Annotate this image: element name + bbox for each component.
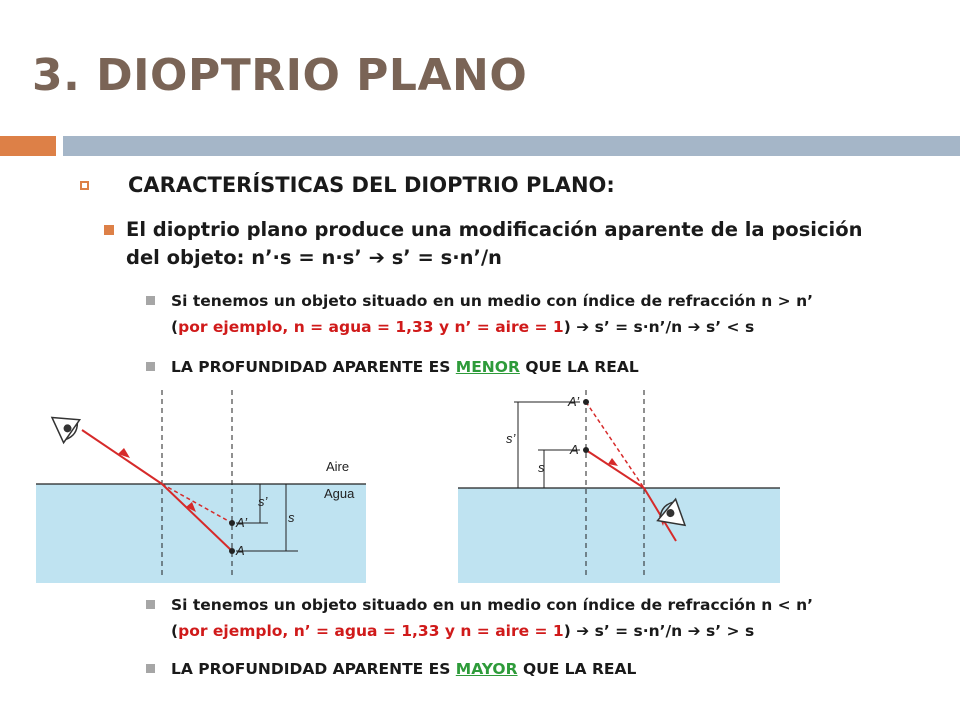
arrow-right-icon: ➔ — [687, 318, 701, 336]
case2-example: por ejemplo, n’ = agua = 1,33 y n = aire = 1 — [178, 622, 564, 640]
image-point-a-prime — [229, 520, 235, 526]
conclusion-suffix: QUE LA REAL — [522, 660, 637, 678]
formula-part-a: del objeto: n’·s = n·s’ — [126, 246, 362, 269]
square-bullet-icon — [146, 600, 155, 609]
conclusion-prefix: LA PROFUNDIDAD APARENTE ES — [171, 660, 451, 678]
water-region — [36, 484, 366, 583]
label-a-prime: A’ — [568, 394, 580, 409]
water-region — [458, 488, 780, 583]
diagram-right — [458, 388, 780, 583]
square-bullet-icon — [146, 296, 155, 305]
close-paren: ) — [563, 622, 571, 640]
conclusion-suffix: QUE LA REAL — [525, 358, 639, 376]
diagram-left — [36, 388, 366, 583]
main-bullet-line1: El dioptrio plano produce una modificación aparente de la posición — [126, 218, 863, 241]
case1-result: s’ < s — [706, 318, 755, 336]
hollow-square-bullet-icon — [80, 181, 89, 190]
case1-conclusion-text — [171, 354, 942, 380]
accent-bar-blue — [63, 136, 960, 156]
arrow-right-icon: ➔ — [576, 318, 590, 336]
arrow-right-icon: ➔ — [687, 622, 701, 640]
arrow-right-icon: ➔ — [368, 246, 385, 269]
case1-line2 — [171, 314, 942, 340]
label-a: A — [236, 543, 245, 558]
refracted-ray-air — [82, 430, 162, 484]
section-heading: CARACTERÍSTICAS DEL DIOPTRIO PLANO: — [128, 173, 615, 197]
open-paren: ( — [171, 318, 179, 336]
eye-icon — [44, 406, 83, 445]
conclusion-keyword-menor: MENOR — [455, 358, 520, 376]
accent-bar-orange — [0, 136, 56, 156]
case2-conclusion-text — [171, 656, 942, 682]
page-title: 3. DIOPTRIO PLANO — [32, 50, 528, 101]
main-bullet-line2 — [126, 244, 942, 272]
diagram-right-svg — [458, 388, 780, 583]
diagram-left-svg — [36, 388, 366, 583]
image-point-a-prime — [583, 399, 589, 405]
conclusion-keyword-mayor: MAYOR — [455, 660, 518, 678]
case2-result: s’ > s — [706, 622, 755, 640]
label-s: s — [538, 460, 545, 475]
label-a-prime: A’ — [236, 515, 248, 530]
case1-line1: Si tenemos un objeto situado en un medio con índice de refracción n > n’ — [171, 292, 813, 310]
case2-formula: s’ = s·n’/n — [594, 622, 683, 640]
case2-line1: Si tenemos un objeto situado en un medio con índice de refracción n < n’ — [171, 596, 813, 614]
label-s: s — [288, 510, 295, 525]
case1-text — [171, 288, 942, 340]
conclusion-prefix: LA PROFUNDIDAD APARENTE ES — [171, 358, 451, 376]
case2-line2 — [171, 618, 942, 644]
square-bullet-icon — [104, 225, 114, 235]
incident-ray — [586, 450, 644, 488]
case1-example: por ejemplo, n = agua = 1,33 y n’ = aire = 1 — [178, 318, 564, 336]
label-agua: Agua — [324, 486, 355, 501]
label-s-prime: s’ — [506, 431, 516, 446]
label-a: A — [570, 442, 579, 457]
case1-formula: s’ = s·n’/n — [594, 318, 683, 336]
square-bullet-icon — [146, 362, 155, 371]
close-paren: ) — [563, 318, 571, 336]
open-paren: ( — [171, 622, 179, 640]
square-bullet-icon — [146, 664, 155, 673]
object-point-a — [229, 548, 235, 554]
arrow-right-icon: ➔ — [576, 622, 590, 640]
formula-part-b: s’ = s·n’/n — [391, 246, 502, 269]
main-bullet-text — [126, 216, 942, 272]
label-s-prime: s’ — [258, 494, 268, 509]
virtual-ray — [586, 402, 644, 488]
case2-text — [171, 592, 942, 644]
label-aire: Aire — [326, 459, 350, 474]
object-point-a — [583, 447, 589, 453]
